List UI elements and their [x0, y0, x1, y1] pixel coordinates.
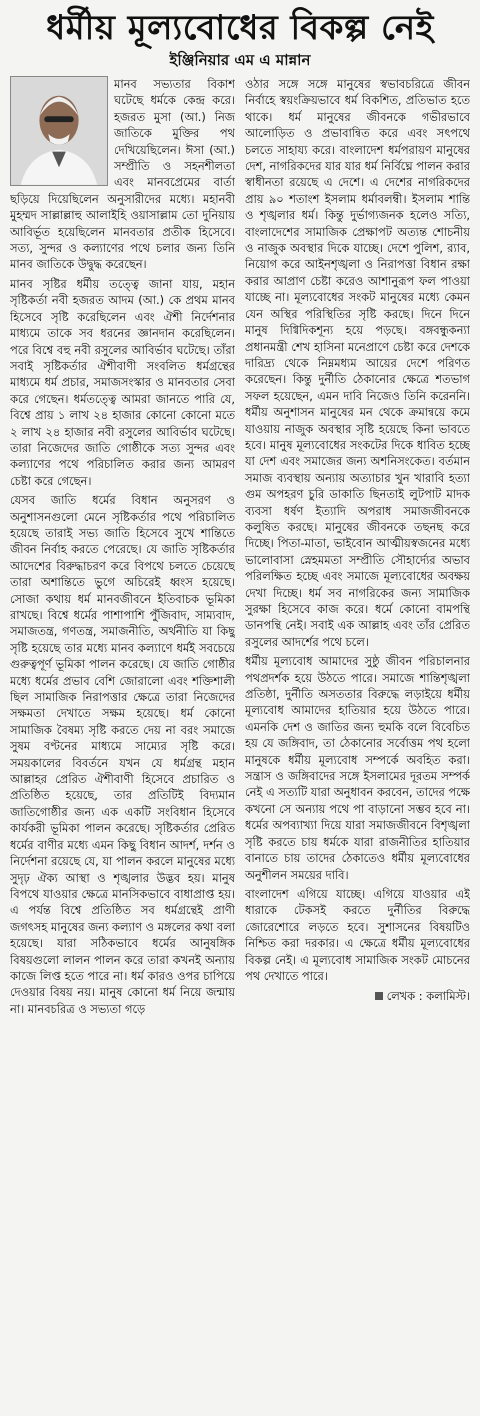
author-photo	[10, 76, 108, 186]
square-bullet-icon	[375, 992, 383, 1000]
byline: ইঞ্জিনিয়ার এম এ মান্নান	[169, 51, 311, 69]
left-column	[10, 76, 235, 1020]
author-note-text: লেখক : কলামিস্ট।	[386, 989, 470, 1004]
headline: ধর্মীয় মূল্যবোধের বিকল্প নেই	[46, 8, 434, 48]
left-paragraph-3: যেসব জাতি ধর্মের বিধান অনুসরণ ও অনুশাসনগুলো মেনে সৃষ্টিকর্তার পথে পরিচালিত হয়েছে তারাই সভ্য জাতি হিসেবে সুখে শান্তিতে জীবন নির্বাহ করতে পেরেছে। যে জাতি সৃষ্টিকর্তার আদেশের বিরুদ্ধাচরণ করে বিপথে চলতে চেয়েছে তারা অশান্তিতে ভুগে অচিরেই ধ্বংস হয়েছে। সোজা কথায় ধর্ম মানবজীবনে ইতিবাচক ভূমিকা রাখছে। বিশ্বে ধর্মের পাশাপাশি পুঁজিবাদ, সাম্যবাদ, সমাজতন্ত্র, গণতন্ত্র, সমাজনীতি, অর্থনীতি যা কিছু সৃষ্টি হয়েছে তার মধ্যে মানব কল্যাণে ধর্মই সবচেয়ে গুরুত্বপূর্ণ ভূমিকা পালন করেছে। যে জাতি গোষ্ঠীর মধ্যে ধর্মের প্রভাব বেশি জোরালো এবং শক্তিশালী ছিল সামাজিক নিরাপত্তার ক্ষেত্রে তারা নিজেদের সক্ষমতা দেখাতে সক্ষম হয়েছে। ধর্ম কোনো সামাজিক বৈষম্য সৃষ্টি করতে দেয় না বরং সমাজে সুষম বণ্টনের মাধ্যমে সাম্যের সৃষ্টি করে। সময়কালের বিবর্তনে যখন যে ধর্মগ্রন্থ মহান আল্লাহর প্রেরিত ঐশীবাণী হিসেবে প্রচারিত ও প্রতিষ্ঠিত হয়েছে, তার প্রতিটিই বিদ্যমান জাতিগোষ্ঠীর জন্য এক একটি সংবিধান হিসেবে কার্যকরী ভূমিকা পালন করেছে। সৃষ্টিকর্তার প্রেরিত ধর্মের বাণীর মধ্যে এমন কিছু বিধান আদর্শ, দর্শন ও নির্দেশনা রয়েছে যে, যা পালন করলে মানুষের মধ্যে সুদৃঢ় ঐক্য আস্থা ও শৃঙ্খলার উদ্ভব হয়। মানুষ বিপথে যাওয়ার ক্ষেত্রে মানসিকভাবে বাধাপ্রাপ্ত হয়। এ পর্যন্ত বিশ্বে প্রতিষ্ঠিত সব ধর্মগ্রন্থেই প্রাণী জগৎসহ মানুষের জন্য কল্যাণ ও মঙ্গলের কথা বলা হয়েছে। যারা সঠিকভাবে ধর্মের আনুষঙ্গিক বিষয়গুলো লালন পালন করে তারা কখনই অন্যায় কাজে লিপ্ত হতে পারে না। ধর্ম কারও ওপর চাপিয়ে দেওয়ার বিষয় নয়। মানুষ কোনো ধর্ম নিয়ে জন্মায় না। মানবচরিত্র ও সভ্যতা গড়ে	[10, 493, 235, 1016]
right-column	[245, 76, 470, 1020]
right-paragraph-2: ধর্মীয় মূল্যবোধ আমাদের সুষ্ঠু জীবন পরিচালনার পথপ্রদর্শক হয়ে উঠতে পারে। সমাজে শান্তিশৃঙ্খলা প্রতিষ্ঠা, দুর্নীতি অসততার বিরুদ্ধে লড়াইয়ে ধর্মীয় মূল্যবোধ আমাদের হাতিয়ার হয়ে উঠতে পারে। এমনকি দেশ ও জাতির জন্য হুমকি বলে বিবেচিত হয় যে জঙ্গিবাদ, তা ঠেকানোর সর্বোত্তম পথ হলো মানুষকে ধর্মীয় মূল্যবোধ সম্পর্কে অবহিত করা। সন্ত্রাস ও জঙ্গিবাদের সঙ্গে ইসলামের দূরতম সম্পর্ক নেই এ সত্যটি যারা অনুধাবন করবেন, তাদের পক্ষে কখনো সে অন্যায় পথে পা বাড়ানো সম্ভব হবে না। ধর্মের অপব্যাখ্যা দিয়ে যারা সমাজজীবনে বিশৃঙ্খলা সৃষ্টি করতে চায় ধর্মকে যারা রাজনীতির হাতিয়ার বানাতে চায় তাদের ঠেকাতেও ধর্মীয় মূল্যবোধের অনুশীলন সময়ের দাবি।	[245, 654, 470, 882]
article-columns	[10, 76, 470, 1020]
author-portrait-image	[11, 77, 107, 185]
author-note	[245, 988, 470, 1004]
left-paragraph-2: মানব সৃষ্টির ধর্মীয় তত্ত্বে জানা যায়, মহান সৃষ্টিকর্তা নবী হজরত আদম (আ.) কে প্রথম মানব হিসেবে সৃষ্টি করেছিলেন এবং ঐশী নির্দেশনার মাধ্যমে তাকে সব ধরনের জ্ঞানদান করেছিলেন। পরে বিশ্বে বহু নবী রসুলের আবির্ভাব ঘটেছে। তাঁরা সবাই সৃষ্টিকর্তার ঐশীবাণী সংবলিত ধর্মগ্রন্থের মাধ্যমে ধর্ম প্রচার, সমাজসংস্কার ও মানবতার সেবা করে গেছেন। ধর্মতত্ত্বে আমরা জানতে পারি যে, বিশ্বে প্রায় ১ লাখ ২৪ হাজার কোনো কোনো মতে ২ লাখ ২৪ হাজার নবী রসুলের আবির্ভাব ঘটেছে। তারা নিজেদের জাতি গোষ্ঠীকে সত্য সুন্দর এবং কল্যাণের পথে পরিচালিত করার জন্য আমরণ চেষ্টা করে গেছেন।	[10, 276, 235, 488]
left-paragraph-1: মানব সভ্যতার বিকাশ ঘটেছে ধর্মকে কেন্দ্র করে। হজরত মুসা (আ.) নিজ জাতিকে মুক্তির পথ দেখিয়েছিলেন। ঈসা (আ.) সম্প্রীতি ও সহনশীলতা এবং মানবপ্রেমের বার্তা ছড়িয়ে দিয়েছিলেন অনুসারীদের মধ্যে। মহানবী মুহম্মদ সাল্লাল্লাহু আলাইহি ওয়াসাল্লাম তো দুনিয়ায় আবির্ভূত হয়েছিলেন মানবতার প্রতীক হিসেবে। সত্য, সুন্দর ও কল্যাণের পথে চলার জন্য তিনি মানব জাতিকে উদ্বুদ্ধ করেছেন।	[10, 77, 235, 272]
right-paragraph-1: ওঠার সঙ্গে সঙ্গে মানুষের স্বভাবচরিত্রে জীবন নির্বাহে স্বয়ংক্রিয়ভাবে ধর্ম বিকশিত, প্রতিভাত হতে থাকে। ধর্ম মানুষের জীবনকে গভীরভাবে আলোড়িত ও প্রভাবান্বিত করে এবং সৎপথে চলতে সাহায্য করে। বাংলাদেশ ধর্মপরায়ণ মানুষের দেশ, নাগরিকদের যার যার ধর্ম নির্বিঘ্নে পালন করার স্বাধীনতা রয়েছে এ দেশে। এ দেশের নাগরিকদের প্রায় ৯০ শতাংশ ইসলাম ধর্মাবলম্বী। ইসলাম শান্তি ও শৃঙ্খলার ধর্ম। কিন্তু দুর্ভাগ্যজনক হলেও সত্যি, বাংলাদেশের সামাজিক প্রেক্ষাপট অত্যন্ত শোচনীয় ও নাজুক অবস্থার দিকে যাচ্ছে। দেশে পুলিশ, র‍্যাব, নিয়োগ করে আইনশৃঙ্খলা ও নিরাপত্তা বিধান রক্ষা করার আপ্রাণ চেষ্টা করেও আশানুরূপ ফল পাওয়া যাচ্ছে না। মূল্যবোধের সংকট মানুষের মধ্যে কেমন যেন অস্থির পরিস্থিতির সৃষ্টি করছে। দিনে দিনে মানুষ দিগ্বিদিকশূন্য হয়ে পড়ছে। বঙ্গবন্ধুকন্যা প্রধানমন্ত্রী শেখ হাসিনা মনেপ্রাণে চেষ্টা করে দেশকে দারিদ্র্য থেকে নিম্নমধ্যম আয়ের দেশে পরিণত করেছেন। কিন্তু দুর্নীতি ঠেকানোর ক্ষেত্রে শতভাগ সফল হয়েছেন, এমন দাবি নিজেও তিনি করেননি। ধর্মীয় অনুশাসন মানুষের মন থেকে ক্রমান্বয়ে কমে যাওয়ায় নাজুক অবস্থার সৃষ্টি হয়েছে কিনা ভাবতে হবে। মানুষ মূল্যবোধের সংকটের দিকে ধাবিত হচ্ছে যা দেশ এবং সমাজের জন্য অশনিসংকেত। বর্তমান সমাজ ব্যবস্থায় অন্যায় অত্যাচার খুন খারাবি হত্যা গুম অপহরণ চুরি ডাকাতি ছিনতাই লুটপাট মাদক ব্যবসা ধর্ষণ ইত্যাদি অপরাধ সমাজজীবনকে কলুষিত করছে। মানুষের জীবনকে তছনছ করে দিচ্ছে। পিতা-মাতা, ভাইবোন আত্মীয়স্বজনের মধ্যে ভালোবাসা স্নেহমমতা সম্প্রীতি সৌহার্দ্যের অভাব পরিলক্ষিত হচ্ছে এবং সমাজে মূল্যবোধের অবক্ষয় দেখা দিচ্ছে। ধর্ম সব নাগরিকের জন্য সামাজিক সুরক্ষা হিসেবে কাজ করে। ধর্মে কোনো বামপন্থি ডানপন্থি নেই। সবাই এক আল্লাহ এবং তাঁর প্রেরিত রসুলের আদর্শের পথে চলে।	[245, 77, 470, 649]
right-paragraph-3: বাংলাদেশ এগিয়ে যাচ্ছে। এগিয়ে যাওয়ার এই ধারাকে টেকসই করতে দুর্নীতির বিরুদ্ধে জোরেশোরে লড়তে হবে। সুশাসনের বিষয়টিও নিশ্চিত করা দরকার। এ ক্ষেত্রে ধর্মীয় মূল্যবোধের বিকল্প নেই। এ মূল্যবোধ সামাজিক সংকট মোচনের পথ দেখাতে পারে।	[245, 886, 470, 983]
